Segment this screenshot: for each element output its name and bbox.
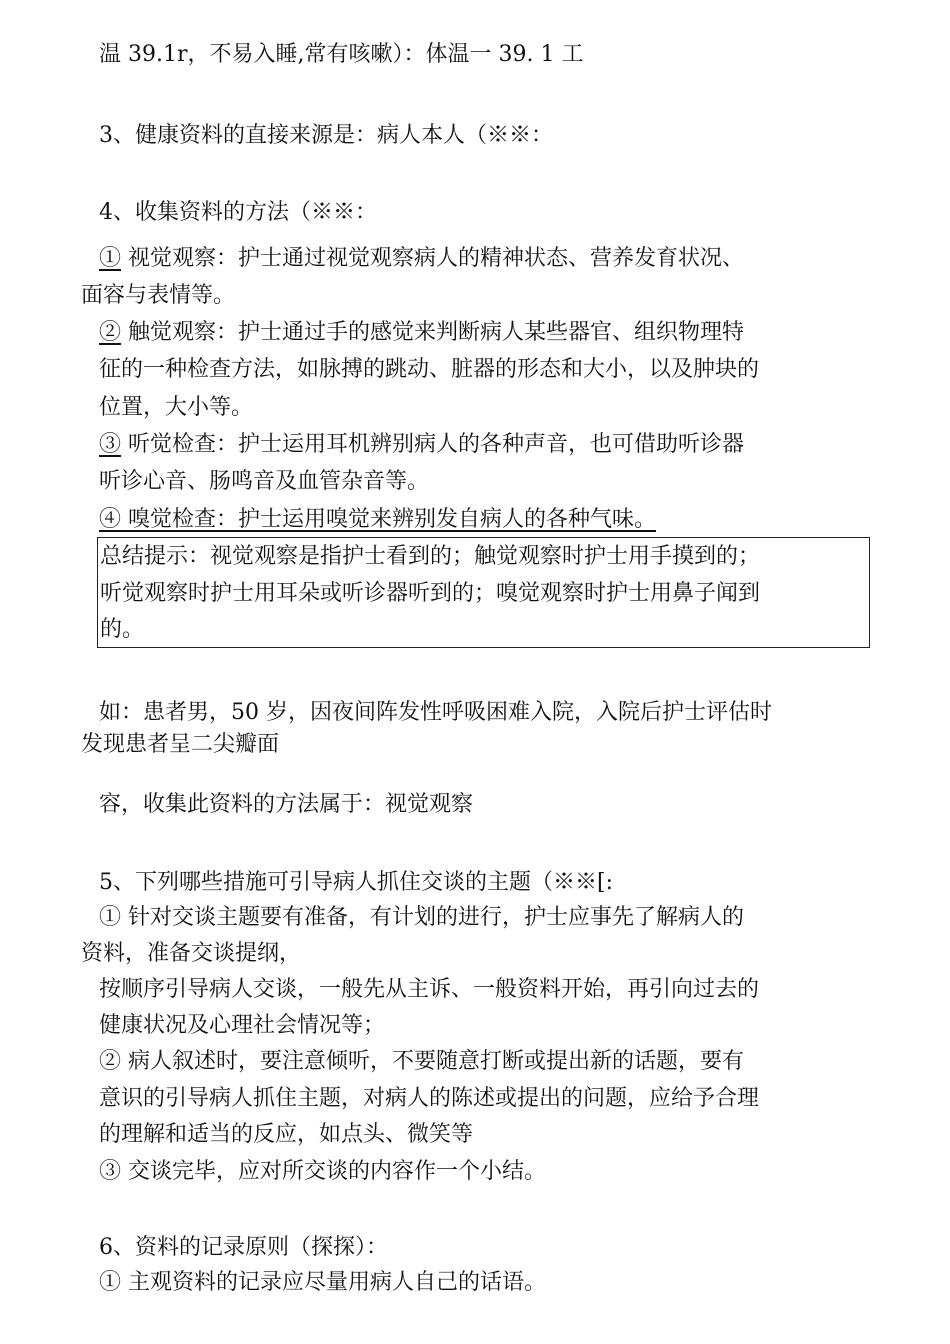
method-hearing-text: 听觉检查：护士运用耳机辨别病人的各种声音，也可借助听诊器	[121, 432, 745, 457]
item-3-direct-source: 3、健康资料的直接来源是：病人本人（※※：	[99, 123, 553, 148]
item-5-heading: 5、下列哪些措施可引导病人抓住交谈的主题（※※[:	[99, 870, 613, 895]
method-touch-continued-2: 位置，大小等。	[99, 395, 254, 420]
method-visual-number: ①	[99, 246, 122, 271]
method-visual	[99, 244, 744, 274]
method-hearing-continued: 听诊心音、肠鸣音及血管杂音等。	[99, 469, 430, 494]
method-smell: ④ 嗅觉检查：护士运用嗅觉来辨别发自病人的各种气味。	[99, 507, 656, 532]
item-5-point-1a: ① 针对交谈主题要有准备，有计划的进行，护士应事先了解病人的	[99, 905, 744, 930]
item-5-point-1b: 资料，准备交谈提纲，	[81, 941, 302, 966]
method-touch	[99, 318, 744, 348]
method-visual-text: 视觉观察：护士通过视觉观察病人的精神状态、营养发育状况、	[121, 246, 745, 271]
item-5-point-2c: 的理解和适当的反应，如点头、微笑等	[99, 1122, 474, 1147]
method-hearing	[99, 430, 744, 460]
summary-line-1: 总结提示：视觉观察是指护士看到的；触觉观察时护士用手摸到的；	[100, 544, 761, 569]
method-touch-continued-1: 征的一种检查方法，如脉搏的跳动、脏器的形态和大小，以及肿块的	[99, 357, 760, 382]
temperature-line: 温 39.1r，不易入睡,常有咳嗽）：体温一 39. 1 工	[99, 42, 584, 67]
method-touch-number: ②	[99, 320, 122, 345]
example-line-3: 容，收集此资料的方法属于：视觉观察	[99, 792, 474, 817]
item-5-point-1d: 健康状况及心理社会情况等；	[99, 1013, 386, 1038]
summary-box	[97, 537, 870, 648]
item-5-point-2b: 意识的引导病人抓住主题，对病人的陈述或提出的问题，应给予合理	[99, 1086, 760, 1111]
example-line-1: 如：患者男，50 岁，因夜间阵发性呼吸困难入院，入院后护士评估时	[99, 700, 772, 725]
item-5-point-3: ③ 交谈完毕，应对所交谈的内容作一个小结。	[99, 1159, 546, 1184]
item-5-point-2a: ② 病人叙述时，要注意倾听，不要随意打断或提出新的话题，要有	[99, 1049, 744, 1074]
item-6-heading: 6、资料的记录原则（探探）：	[99, 1235, 388, 1260]
summary-line-3: 的。	[100, 617, 145, 642]
example-line-2: 发现患者呈二尖瓣面	[81, 732, 280, 757]
item-4-heading: 4、收集资料的方法（※※：	[99, 200, 377, 225]
method-visual-continued: 面容与表情等。	[81, 283, 236, 308]
item-6-point-1: ① 主观资料的记录应尽量用病人自己的话语。	[99, 1270, 546, 1295]
method-hearing-number: ③	[99, 432, 122, 457]
method-touch-text: 触觉观察：护士通过手的感觉来判断病人某些器官、组织物理特	[121, 320, 745, 345]
item-5-point-1c: 按顺序引导病人交谈，一般先从主诉、一般资料开始，再引向过去的	[99, 977, 760, 1002]
summary-line-2: 听觉观察时护士用耳朵或听诊器听到的；嗅觉观察时护士用鼻子闻到	[100, 581, 761, 606]
